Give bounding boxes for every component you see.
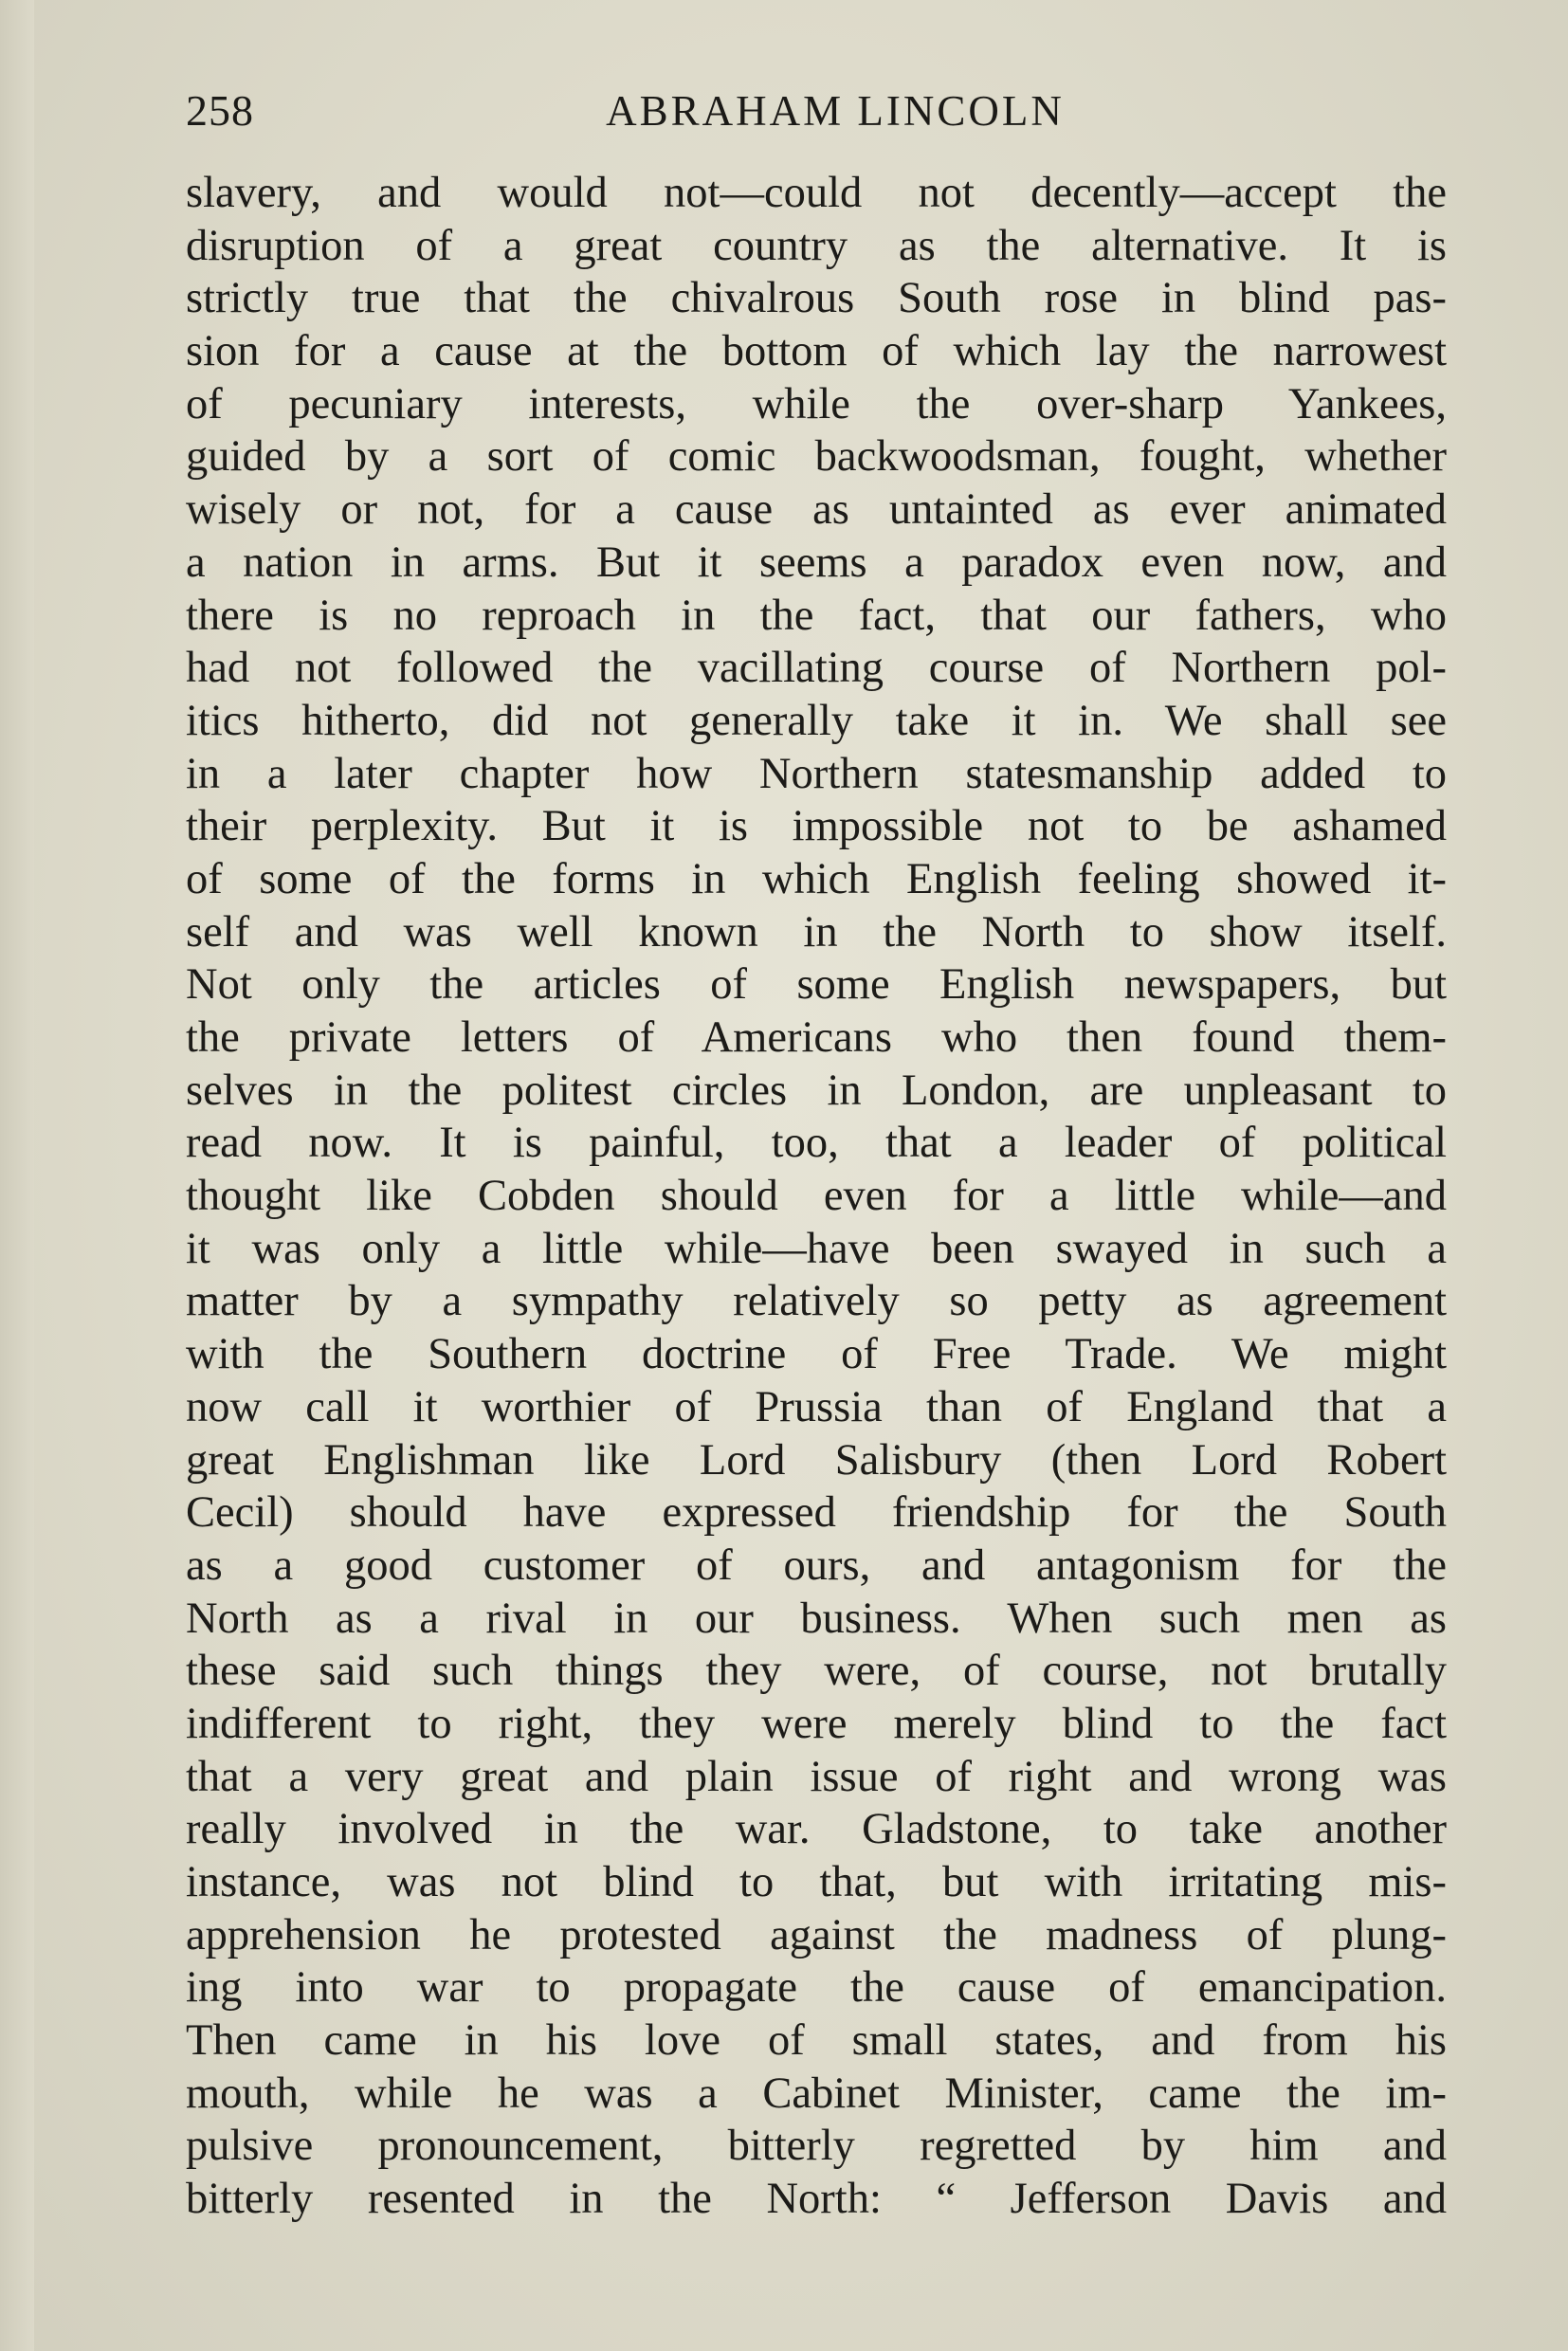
text-line: these said such things they were, of course, not brutally (186, 1647, 1447, 1696)
text-line: the private letters of Americans who then found them- (186, 1013, 1447, 1062)
text-line: Cecil) should have expressed friendship for the South (186, 1488, 1447, 1538)
text-line: pulsive pronouncement, bitterly regretted by him and (186, 2122, 1447, 2171)
text-line: slavery, and would not—could not decently—accept the (186, 169, 1447, 217)
text-line: ing into war to propagate the cause of emancipation. (186, 1963, 1447, 2013)
text-line: self and was well known in the North to show itself. (186, 907, 1447, 957)
text-line: had not followed the vacillating course of Northern pol- (186, 644, 1447, 693)
text-line: with the Southern doctrine of Free Trade. We might (186, 1330, 1447, 1379)
text-line: that a very great and plain issue of right and wrong was (186, 1752, 1447, 1801)
text-line: sion for a cause at the bottom of which lay the narrowest (186, 327, 1447, 376)
running-head (186, 78, 1447, 144)
text-line: thought like Cobden should even for a little while—and (186, 1172, 1447, 1221)
page-edge (0, 0, 34, 2351)
text-line: guided by a sort of comic backwoodsman, fought, whether (186, 432, 1447, 482)
text-line: North as a rival in our business. When such men as (186, 1594, 1447, 1643)
body-text (186, 167, 1447, 2226)
text-line: Then came in his love of small states, and from his (186, 2016, 1447, 2066)
text-line: wisely or not, for a cause as untainted as ever animated (186, 485, 1447, 535)
text-line: as a good customer of ours, and antagonism for the (186, 1540, 1447, 1590)
page-number: 258 (186, 86, 254, 135)
text-line: their perplexity. But it is impossible not to be ashamed (186, 802, 1447, 851)
text-line: instance, was not blind to that, but with irritating mis- (186, 1858, 1447, 1906)
text-line: of pecuniary interests, while the over-sharp Yankees, (186, 379, 1447, 428)
text-line: strictly true that the chivalrous South rose in blind pas- (186, 274, 1447, 323)
text-line: selves in the politest circles in London, are unpleasant to (186, 1066, 1447, 1115)
text-line: of some of the forms in which English feeling showed it- (186, 854, 1447, 903)
text-line: it was only a little while—have been swayed in such a (186, 1224, 1447, 1273)
text-line: read now. It is painful, too, that a leader of political (186, 1119, 1447, 1168)
text-line: itics hitherto, did not generally take it in. We shall see (186, 696, 1447, 745)
text-line: disruption of a great country as the alternative. It is (186, 221, 1447, 270)
text-line: great Englishman like Lord Salisbury (then Lord Robert (186, 1435, 1447, 1485)
text-line: bitterly resented in the North: “ Jefferson Davis and (186, 2175, 1447, 2224)
text-line: matter by a sympathy relatively so petty as agreement (186, 1277, 1447, 1326)
text-line: a nation in arms. But it seems a paradox even now, and (186, 538, 1447, 587)
text-line: indifferent to right, they were merely blind to the fact (186, 1699, 1447, 1748)
book-title: ABRAHAM LINCOLN (606, 87, 1065, 135)
text-line: Not only the articles of some English newspapers, but (186, 960, 1447, 1010)
text-line: in a later chapter how Northern statesmanship added to (186, 749, 1447, 798)
text-line: now call it worthier of Prussia than of England that a (186, 1382, 1447, 1431)
text-line: there is no reproach in the fact, that our fathers, who (186, 591, 1447, 640)
text-line: apprehension he protested against the madness of plung- (186, 1910, 1447, 1959)
text-line: mouth, while he was a Cabinet Minister, came the im- (186, 2069, 1447, 2118)
text-line: really involved in the war. Gladstone, to take another (186, 1805, 1447, 1854)
